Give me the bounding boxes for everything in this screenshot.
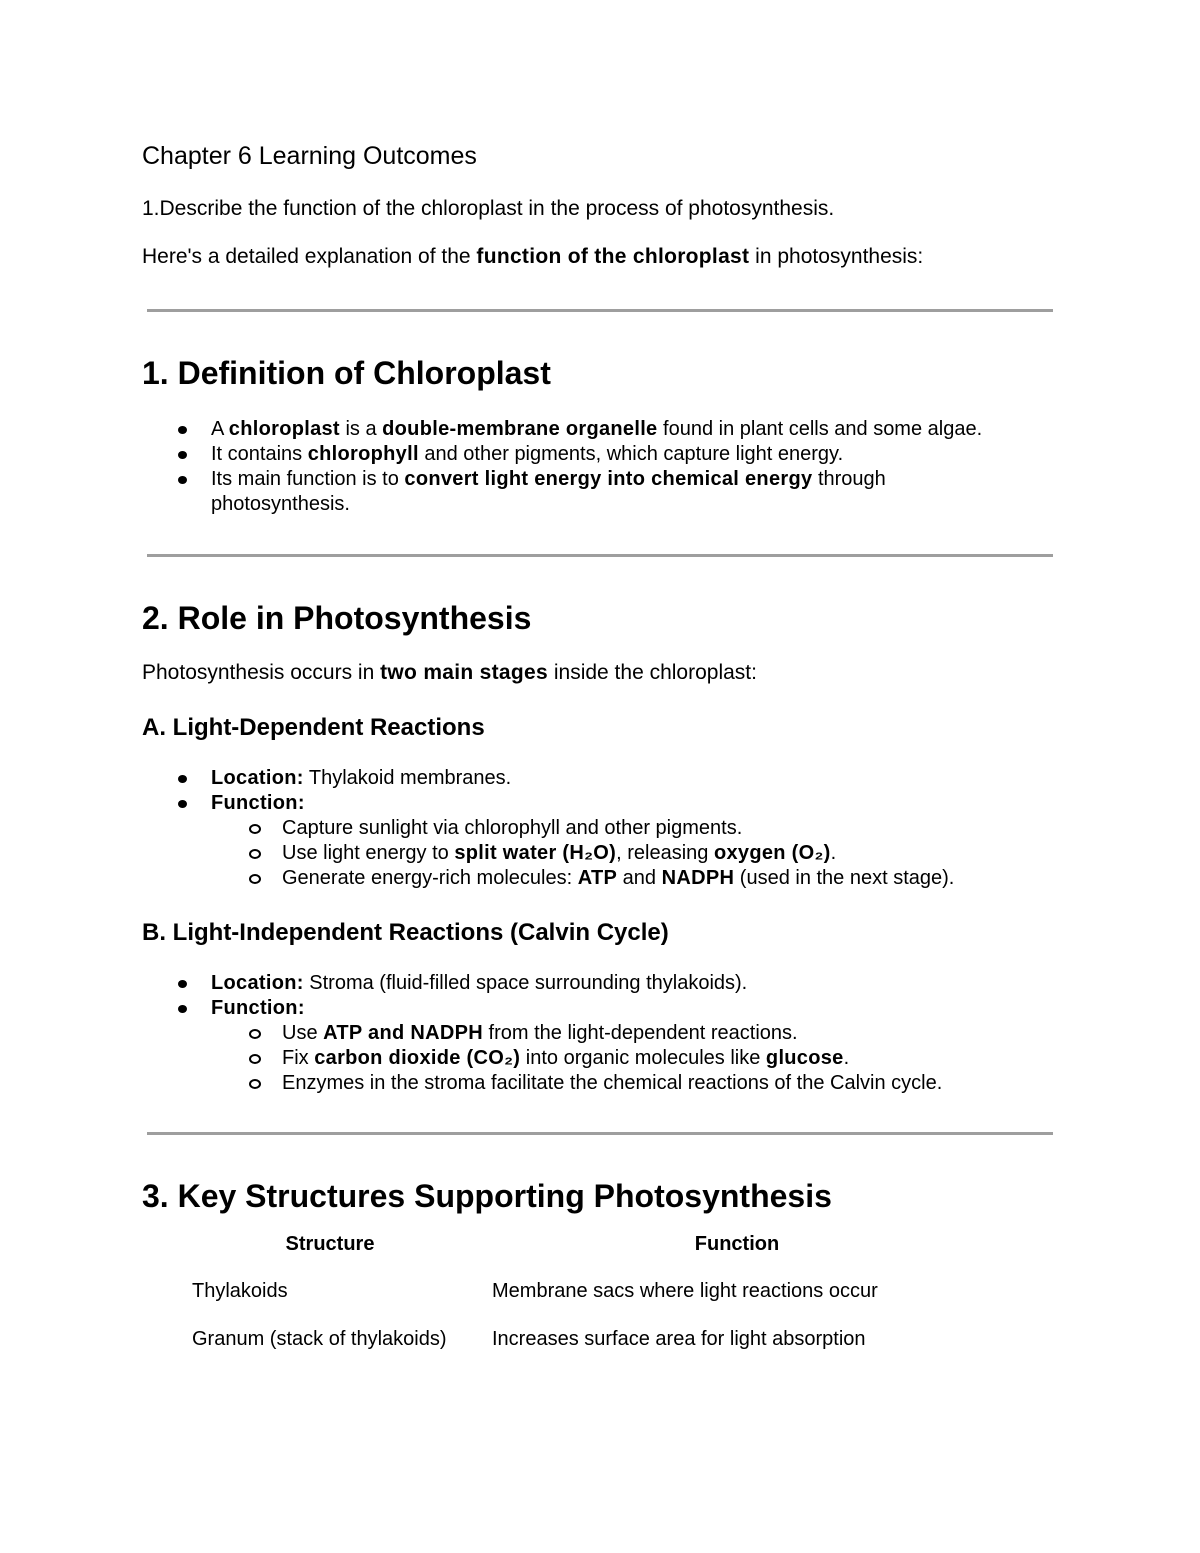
table-header-structure: Structure [285, 1232, 375, 1255]
sub-list [211, 816, 954, 891]
list-item: It contains chlorophyll and other pigments, which capture light energy. [175, 442, 982, 467]
bullet-icon [178, 800, 187, 808]
list-item: A chloroplast is a double-membrane organelle found in plant cells and some algae. [175, 417, 982, 442]
sub-list [211, 1021, 942, 1096]
bullet-icon [178, 451, 187, 459]
table-cell: Increases surface area for light absorption [492, 1328, 866, 1350]
role-intro-paragraph: Photosynthesis occurs in two main stages inside the chloroplast: [142, 661, 757, 684]
bullet-icon [178, 980, 187, 988]
table-row [180, 1280, 994, 1328]
light-independent-list [175, 971, 942, 1096]
section-heading-definition: 1. Definition of Chloroplast [142, 355, 551, 391]
learning-outcome-question: 1.Describe the function of the chloroplast in the process of photosynthesis. [142, 197, 835, 220]
section-heading-role: 2. Role in Photosynthesis [142, 600, 532, 636]
intro-paragraph: Here's a detailed explanation of the function of the chloroplast in photosynthesis: [142, 245, 924, 268]
sub-list-item: Enzymes in the stroma facilitate the chemical reactions of the Calvin cycle. [175, 1071, 942, 1096]
table-cell: Thylakoids [192, 1280, 288, 1302]
bullet-icon [178, 775, 187, 783]
list-item: Function: Capture sunlight via chlorophyll and other pigments. Use light energy to split water (H₂O), releasing oxygen (O₂). Generate energy-rich molecules: ATP and NADPH (used in the next stage). [175, 791, 954, 891]
section-heading-key-structures: 3. Key Structures Supporting Photosynthesis [142, 1178, 832, 1214]
structures-table [180, 1232, 994, 1376]
list-item: Its main function is to convert light energy into chemical energy through photosynthesis. [175, 467, 982, 517]
list-item: Function: Use ATP and NADPH from the light-dependent reactions. Fix carbon dioxide (CO₂) into organic molecules like glucose. Enzymes in the stroma facilitate the chemical reactions of the Calvin cycle. [175, 996, 942, 1096]
table-row [180, 1328, 994, 1376]
bullet-icon [178, 426, 187, 434]
horizontal-divider [147, 554, 1053, 557]
bullet-icon [178, 1005, 187, 1013]
sub-list-item: Use ATP and NADPH from the light-dependent reactions. [175, 1021, 942, 1046]
list-item: Location: Thylakoid membranes. [175, 766, 954, 791]
circle-bullet-icon [249, 849, 261, 859]
bullet-icon [178, 476, 187, 484]
list-item: Location: Stroma (fluid-filled space surrounding thylakoids). [175, 971, 942, 996]
subheading-light-independent: B. Light-Independent Reactions (Calvin Cycle) [142, 919, 669, 946]
sub-list-item: Fix carbon dioxide (CO₂) into organic molecules like glucose. [175, 1046, 942, 1071]
table-cell: Membrane sacs where light reactions occur [492, 1280, 878, 1302]
horizontal-divider [147, 309, 1053, 312]
circle-bullet-icon [249, 1054, 261, 1064]
sub-list-item: Use light energy to split water (H₂O), releasing oxygen (O₂). [175, 841, 954, 866]
definition-bullet-list [175, 417, 982, 517]
circle-bullet-icon [249, 824, 261, 834]
document-title: Chapter 6 Learning Outcomes [142, 142, 477, 170]
light-dependent-list [175, 766, 954, 891]
horizontal-divider [147, 1132, 1053, 1135]
circle-bullet-icon [249, 874, 261, 884]
table-cell: Granum (stack of thylakoids) [192, 1328, 447, 1350]
sub-list-item: Capture sunlight via chlorophyll and other pigments. [175, 816, 954, 841]
table-header-function: Function [694, 1232, 780, 1255]
circle-bullet-icon [249, 1029, 261, 1039]
sub-list-item: Generate energy-rich molecules: ATP and NADPH (used in the next stage). [175, 866, 954, 891]
subheading-light-dependent: A. Light-Dependent Reactions [142, 714, 485, 741]
circle-bullet-icon [249, 1079, 261, 1089]
table-header-row [180, 1232, 994, 1280]
